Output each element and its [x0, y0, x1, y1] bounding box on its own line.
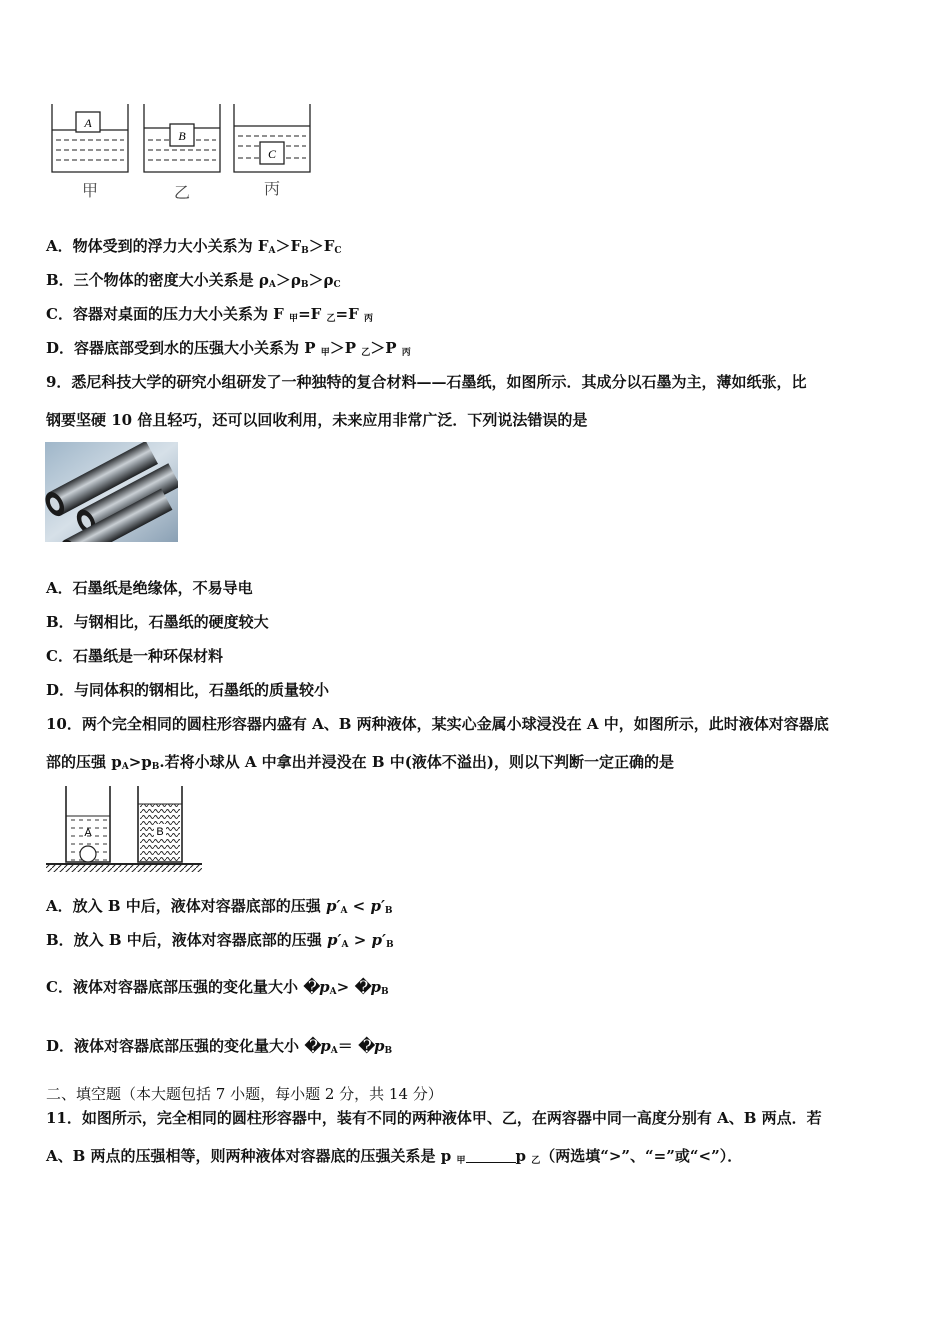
section-title-fill-blank: 二、填空题（本大题包括 7 小题，每小题 2 分，共 14 分）	[46, 1085, 443, 1103]
metal-ball	[80, 846, 96, 862]
liquid-b-label: B	[156, 826, 164, 838]
block-a-label: A	[84, 116, 92, 130]
liquid-a-label: A	[84, 827, 92, 839]
q11-answer-blank[interactable]	[466, 1148, 516, 1163]
q9-option-d: D．与同体积的钢相比，石墨纸的质量较小	[46, 681, 330, 699]
q8-option-b: B．三个物体的密度大小关系是 $\rho_A>\rho_B>\rho_C$	[46, 271, 341, 290]
q9-option-c: C．石墨纸是一种环保材料	[46, 647, 223, 665]
q8-option-d: D．容器底部受到水的压强大小关系为 P $_甲$＞P $_乙$＞P $_丙$	[46, 339, 411, 358]
q10-stem-line2: 部的压强 $p_A>p_B$.若将小球从 A 中拿出并浸没在 B 中(液体不溢出)，则以下判断一定正确的是	[46, 753, 674, 772]
q10-figure	[46, 784, 204, 876]
q11-stem-line1: 11．如图所示，完全相同的圆柱形容器中，装有不同的两种液体甲、乙，在两容器中同一高度分别有 A、B 两点．若	[46, 1109, 822, 1127]
graphite-paper-photo	[45, 442, 178, 542]
q10-option-a: A．放入 B 中后，液体对容器底部的压强 $p'_A < p'_B$	[46, 897, 393, 916]
caption-bing: 丙	[263, 179, 281, 198]
q10-option-b: B．放入 B 中后，液体对容器底部的压强 $p'_A > p'_B$	[46, 931, 394, 950]
q8-option-c: C．容器对桌面的压力大小关系为 F $_甲$=F $_乙$=F $_丙$	[46, 305, 373, 324]
block-c-label: C	[267, 147, 277, 161]
q9-option-b: B．与钢相比，石墨纸的硬度较大	[46, 613, 269, 631]
q8-figure	[48, 100, 318, 204]
q9-stem-line2: 钢要坚硬 10 倍且轻巧，还可以回收利用，未来应用非常广泛．下列说法错误的是	[46, 411, 588, 429]
q8-option-a: A．物体受到的浮力大小关系为 $F_A>F_B>F_C$	[46, 237, 342, 256]
q11-stem-line2: A、B 两点的压强相等，则两种液体对容器底的压强关系是 p $_甲$ p $_乙$（两选填“>”、“=”或“<”）．	[46, 1147, 743, 1166]
caption-jia: 甲	[81, 181, 99, 200]
q10-option-d: D．液体对容器底部压强的变化量大小 � $p_A=$ � $p_B$	[46, 1037, 393, 1057]
q9-option-a: A．石墨纸是绝缘体，不易导电	[46, 579, 253, 597]
block-b-label: B	[178, 129, 186, 143]
q9-stem-line1: 9．悉尼科技大学的研究小组研发了一种独特的复合材料——石墨纸，如图所示．其成分以石墨为主，薄如纸张，比	[46, 373, 807, 391]
q10-option-c: C．液体对容器底部压强的变化量大小 � $p_A>$ � $p_B$	[46, 978, 389, 998]
container-a	[66, 786, 110, 862]
container-jia	[52, 104, 128, 172]
container-bing	[234, 104, 310, 172]
table-hatch	[46, 865, 202, 872]
caption-yi: 乙	[173, 183, 191, 202]
q10-stem-line1: 10．两个完全相同的圆柱形容器内盛有 A、B 两种液体，某实心金属小球浸没在 A 中，如图所示，此时液体对容器底	[46, 715, 829, 733]
